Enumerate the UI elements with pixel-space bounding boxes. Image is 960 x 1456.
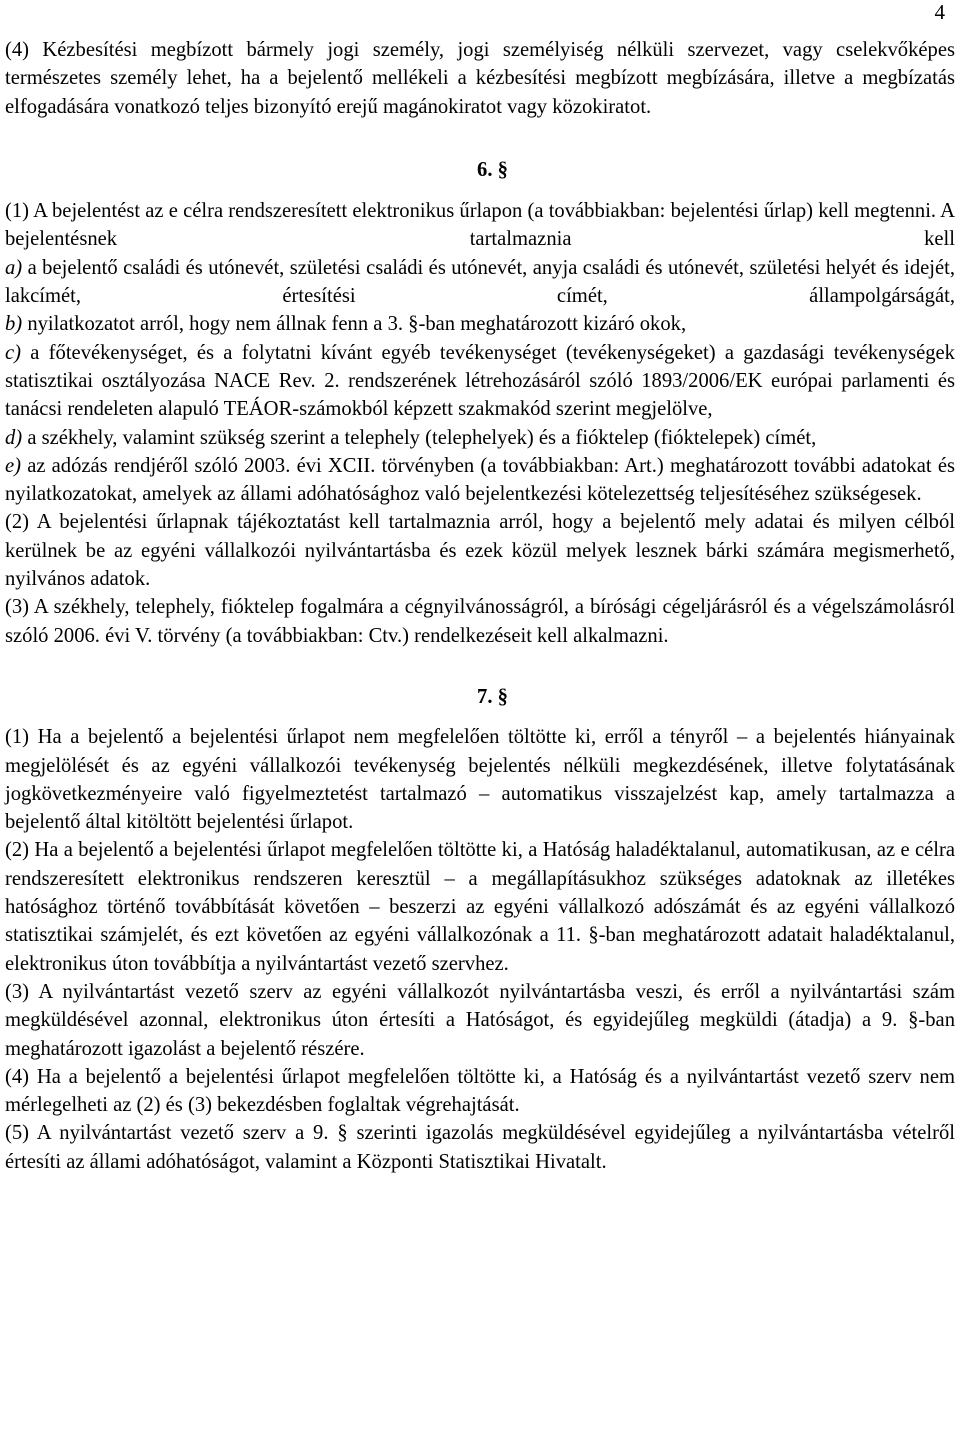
- section-7-paragraph-3: (3) A nyilvántartást vezető szerv az egyéni vállalkozót nyilvántartásba veszi, és erről a nyilvántartási szám megküldésével azonnal, elektronikus úton értesíti a Hatóságot, és egyidejűleg megküldi (átadja) a 9. §-ban meghatározott igazolást a bejelentő részére.: [5, 980, 955, 1060]
- section-7-heading: 7. §: [477, 685, 508, 708]
- point-label: e): [5, 454, 21, 477]
- section-6-point-b: [5, 310, 955, 338]
- page-number: 4: [934, 0, 945, 24]
- document-body: [5, 36, 955, 1176]
- point-label: a): [5, 256, 23, 279]
- point-label: b): [5, 313, 23, 336]
- point-text: a főtevékenységet, és a folytatni kívánt egyéb tevékenységet (tevékenységeket) a gazdasági tevékenységek statisztikai osztályozása NACE Rev. 2. rendszerének létrehozásáról szóló 1893/2006/EK európai parlamenti és tanácsi rendeleten alapuló TEÁOR-számokból képzett szakmakód szerint megjelölve,: [5, 341, 955, 421]
- section-6-point-d: [5, 424, 955, 452]
- point-text: a bejelentő családi és utónevét, születési családi és utónevét, anyja családi és utónevét, születési helyét és idejét, lakcímét, értesítési címét, állampolgárságát,: [5, 256, 955, 308]
- point-text: nyilatkozatot arról, hogy nem állnak fenn a 3. §-ban meghatározott kizáró okok,: [27, 313, 687, 336]
- section-6-point-a: [5, 254, 955, 311]
- point-text: az adózás rendjéről szóló 2003. évi XCII. törvényben (a továbbiakban: Art.) meghatározott további adatokat és nyilatkozatokat, amelyek az állami adóhatósághoz való bejelentkezési kötelezettség teljesítéséhez szükségesek.: [5, 454, 955, 506]
- point-label: d): [5, 426, 23, 449]
- section-6-paragraph-1: [5, 197, 955, 254]
- section-6-point-c: [5, 339, 955, 424]
- section-6-paragraph-2: (2) A bejelentési űrlapnak tájékoztatást kell tartalmaznia arról, hogy a bejelentő mely adatai és milyen célból kerülnek be az egyéni vállalkozói nyilvántartásba és ezek közül melyek lesznek bárki számára megismerhető, nyilvános adatok.: [5, 511, 955, 591]
- section-6-heading: 6. §: [477, 158, 508, 181]
- section-6-paragraph-3: (3) A székhely, telephely, fióktelep fogalmára a cégnyilvánosságról, a bírósági cégeljárásról és a végelszámolásról szóló 2006. évi V. törvény (a továbbiakban: Ctv.) rendelkezéseit kell alkalmazni.: [5, 596, 955, 647]
- section-5-paragraph-4: (4) Kézbesítési megbízott bármely jogi személy, jogi személyiség nélküli szervezet, vagy cselekvőképes természetes személy lehet, ha a bejelentő mellékeli a kézbesítési megbízott megbízására, illetve a megbízatás elfogadására vonatkozó teljes bizonyító erejű magánokiratot vagy közokiratot.: [5, 39, 955, 118]
- paragraph-text: (1) A bejelentést az e célra rendszeresített elektronikus űrlapon (a továbbiakban: bejelentési űrlap) kell megtenni. A bejelentésnek tartalmaznia kell: [5, 200, 955, 251]
- section-7-paragraph-1: (1) Ha a bejelentő a bejelentési űrlapot nem megfelelően töltötte ki, erről a tényről – a bejelentés hiányainak megjelölését és az egyéni vállalkozói tevékenység bejelentés nélküli megkezdésének, illetve folytatásának jogkövetkezményeire való figyelmeztetést tartalmazó – automatikus visszajelzést kap, amely tartalmazza a bejelentő által kitöltött bejelentési űrlapot.: [5, 726, 955, 834]
- point-text: a székhely, valamint szükség szerint a telephely (telephelyek) és a fióktelep (fióktelepek) címét,: [27, 426, 817, 449]
- section-7-paragraph-2: (2) Ha a bejelentő a bejelentési űrlapot megfelelően töltötte ki, a Hatóság haladéktalanul, automatikusan, az e célra rendszeresített elektronikus rendszeren keresztül – a megállapításukhoz szükséges adatoknak az illetékes hatósághoz történő továbbítását követően – beszerzi az egyéni vállalkozó adószámát és az egyéni vállalkozó statisztikai számjelét, és ezt követően az egyéni vállalkozónak a 11. §-ban meghatározott adatait haladéktalanul, elektronikus úton továbbítja a nyilvántartást vezető szervhez.: [5, 839, 955, 975]
- section-7-paragraph-4: (4) Ha a bejelentő a bejelentési űrlapot megfelelően töltötte ki, a Hatóság és a nyilvántartást vezető szerv nem mérlegelheti az (2) és (3) bekezdésben foglaltak végrehajtását.: [5, 1065, 955, 1117]
- section-7-paragraph-5: (5) A nyilvántartást vezető szerv a 9. § szerinti igazolás megküldésével egyidejűleg a nyilvántartásba vételről értesíti az állami adóhatóságot, valamint a Központi Statisztikai Hivatalt.: [5, 1122, 955, 1173]
- point-label: c): [5, 341, 21, 364]
- section-6-point-e: [5, 452, 955, 509]
